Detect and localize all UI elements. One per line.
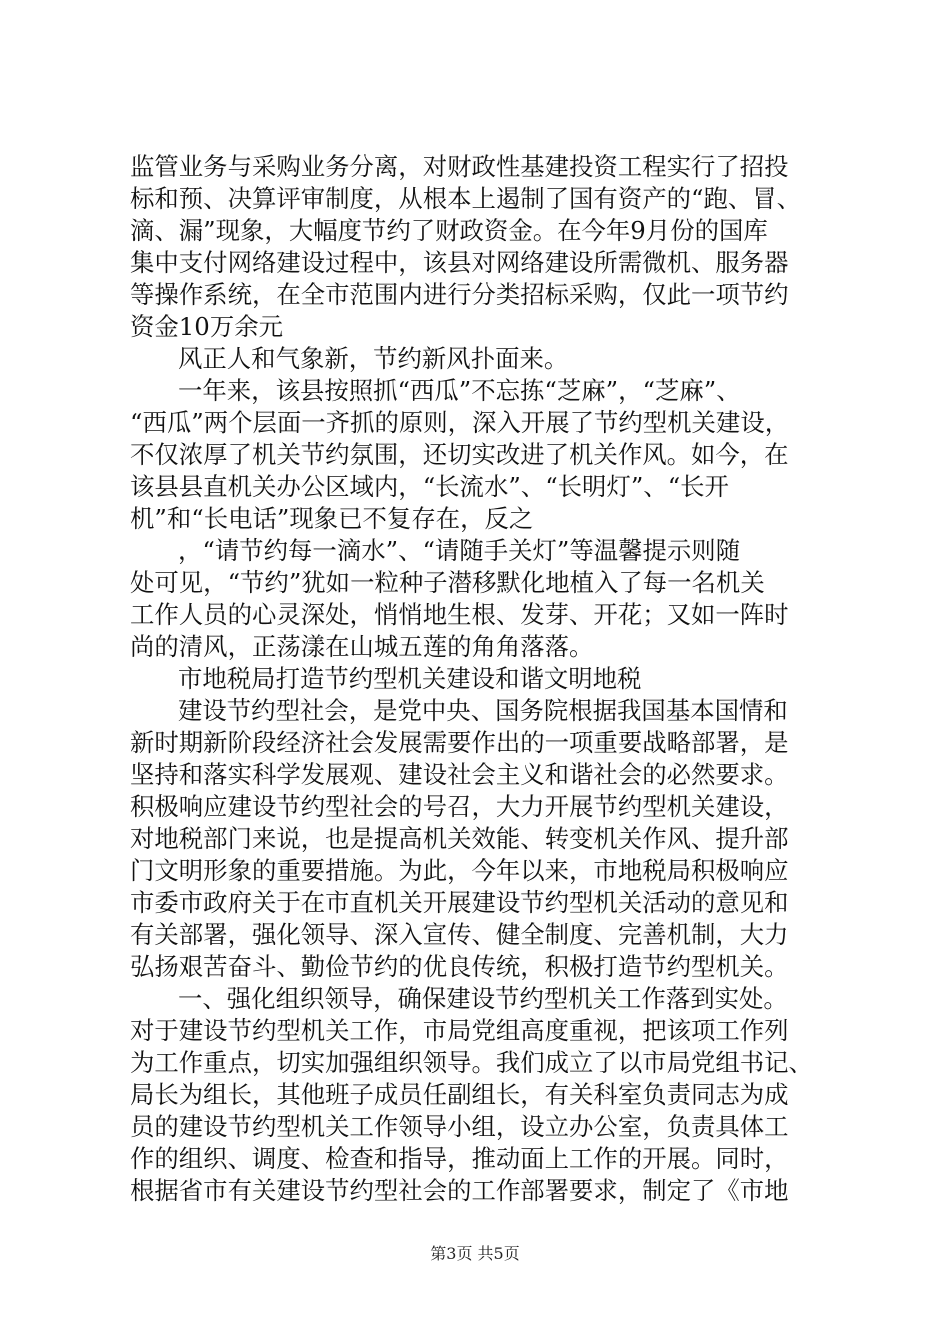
text-line: 该县县直机关办公区域内，“长流水”、“长明灯”、“长开 (130, 472, 729, 501)
text-line: 集中支付网络建设过程中，该县对网络建设所需微机、服务器 (130, 248, 789, 277)
text-line: 建设节约型社会，是党中央、国务院根据我国基本国情和 (178, 696, 788, 725)
text-line: 积极响应建设节约型社会的号召，大力开展节约型机关建设， (130, 792, 789, 821)
text-line: 市地税局打造节约型机关建设和谐文明地税 (178, 664, 642, 693)
text-line: 对地税部门来说，也是提高机关效能、转变机关作风、提升部 (130, 824, 789, 853)
document-body (130, 151, 830, 1207)
text-line: 一、强化组织领导，确保建设节约型机关工作落到实处。 (178, 984, 788, 1013)
text-line: 为工作重点，切实加强组织领导。我们成立了以市局党组书记、 (130, 1048, 813, 1077)
text-line: 一年来，该县按照抓“西瓜”不忘拣“芝麻”，“芝麻”、 (178, 376, 741, 405)
text-line: ，“请节约每一滴水”、“请随手关灯”等温馨提示则随 (178, 536, 741, 565)
text-line: 坚持和落实科学发展观、建设社会主义和谐社会的必然要求。 (130, 760, 789, 789)
text-line: 门文明形象的重要措施。为此，今年以来，市地税局积极响应 (130, 856, 789, 885)
text-line: 局长为组长，其他班子成员任副组长，有关科室负责同志为成 (130, 1080, 789, 1109)
text-line: 标和预、决算评审制度，从根本上遏制了国有资产的“跑、冒、 (130, 184, 802, 213)
text-line: 尚的清风，正荡漾在山城五莲的角角落落。 (130, 632, 594, 661)
text-line: 资金10万余元 (130, 312, 283, 341)
text-line: 机”和“长电话”现象已不复存在，反之 (130, 504, 534, 533)
text-line: 风正人和气象新，节约新风扑面来。 (178, 344, 569, 373)
page-footer: 第3页 共5页 (430, 1244, 520, 1263)
text-line: 员的建设节约型机关工作领导小组，设立办公室，负责具体工 (130, 1112, 789, 1141)
text-line: 不仅浓厚了机关节约氛围，还切实改进了机关作风。如今，在 (130, 440, 789, 469)
text-line: 弘扬艰苦奋斗、勤俭节约的优良传统，积极打造节约型机关。 (130, 952, 789, 981)
text-line: 等操作系统，在全市范围内进行分类招标采购，仅此一项节约 (130, 280, 789, 309)
text-line: 处可见，“节约”犹如一粒种子潜移默化地植入了每一名机关 (130, 568, 765, 597)
text-line: 新时期新阶段经济社会发展需要作出的一项重要战略部署，是 (130, 728, 789, 757)
text-line: 监管业务与采购业务分离，对财政性基建投资工程实行了招投 (130, 152, 789, 181)
text-line: 有关部署，强化领导、深入宣传、健全制度、完善机制，大力 (130, 920, 789, 949)
text-line: 对于建设节约型机关工作，市局党组高度重视，把该项工作列 (130, 1016, 789, 1045)
text-line: 作的组织、调度、检查和指导，推动面上工作的开展。同时， (130, 1144, 789, 1173)
text-line: “西瓜”两个层面一齐抓的原则，深入开展了节约型机关建设， (130, 408, 790, 437)
text-line: 市委市政府关于在市直机关开展建设节约型机关活动的意见和 (130, 888, 789, 917)
text-line: 工作人员的心灵深处，悄悄地生根、发芽、开花；又如一阵时 (130, 600, 789, 629)
text-line: 根据省市有关建设节约型社会的工作部署要求，制定了《市地 (130, 1176, 789, 1205)
text-line: 滴、漏”现象，大幅度节约了财政资金。在今年9月份的国库 (130, 216, 768, 245)
